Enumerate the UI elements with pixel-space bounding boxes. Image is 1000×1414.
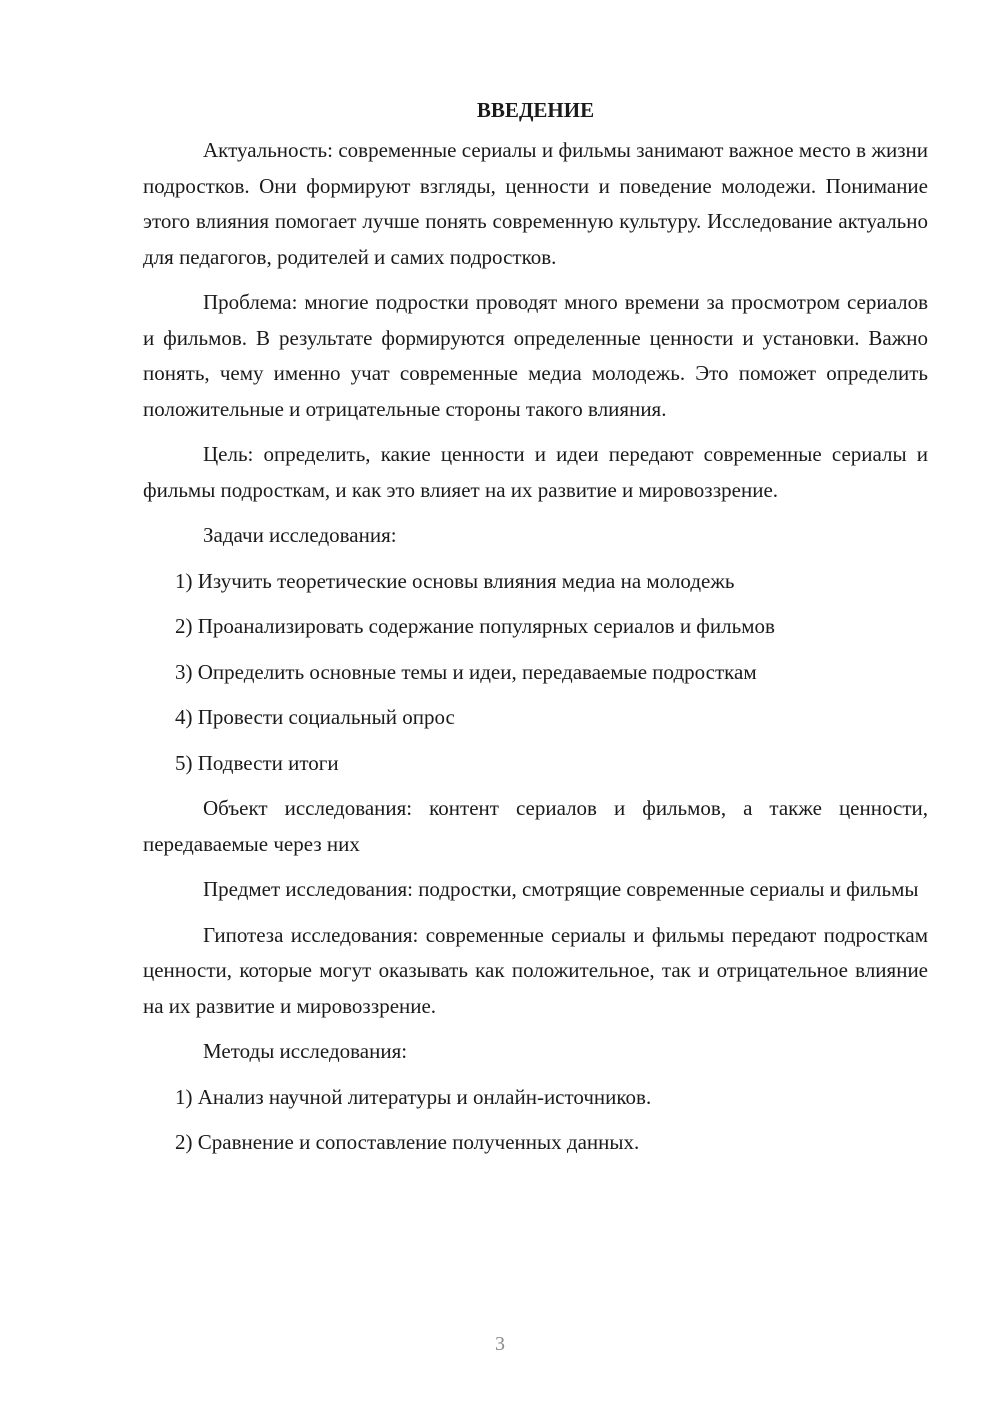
list-item: 3) Определить основные темы и идеи, передаваемые подросткам	[175, 659, 757, 684]
list-item: 1) Изучить теоретические основы влияния медиа на молодежь	[175, 568, 735, 593]
page-number: 3	[495, 1333, 505, 1355]
list-item: 4) Провести социальный опрос	[175, 705, 455, 729]
document-page	[143, 93, 928, 1171]
subject-paragraph: Предмет исследования: подростки, смотрящие современные сериалы и фильмы	[203, 877, 919, 901]
relevance-paragraph: Актуальность: современные сериалы и фильмы занимают важное место в жизни подростков. Они формируют взгляды, ценности и поведение молодежи. Понимание этого влияния помогает лучше понять современную культуру. Исследование актуально для педагогов, родителей и самих подростков.	[143, 138, 928, 269]
hypothesis-paragraph: Гипотеза исследования: современные сериалы и фильмы передают подросткам ценности, которые могут оказывать как положительное, так и отрицательное влияние на их развитие и мировоззрение.	[143, 922, 928, 1018]
problem-paragraph: Проблема: многие подростки проводят много времени за просмотром сериалов и фильмов. В результате формируются определенные ценности и установки. Важно понять, чему именно учат современные медиа молодежь. Это поможет определить положительные и отрицательные стороны такого влияния.	[143, 290, 928, 421]
section-title: ВВЕДЕНИЕ	[476, 98, 595, 122]
list-item: 5) Подвести итоги	[175, 750, 339, 775]
tasks-list	[143, 564, 928, 782]
methods-heading: Методы исследования:	[203, 1039, 408, 1063]
tasks-heading: Задачи исследования:	[203, 523, 397, 547]
list-item: 2) Сравнение и сопоставление полученных данных.	[175, 1130, 640, 1154]
methods-list	[143, 1080, 928, 1161]
list-item: 2) Проанализировать содержание популярных сериалов и фильмов	[175, 614, 775, 638]
list-item: 1) Анализ научной литературы и онлайн-источников.	[175, 1084, 652, 1109]
object-paragraph: Объект исследования: контент сериалов и фильмов, а также ценности, передаваемые через них	[143, 796, 928, 856]
goal-paragraph: Цель: определить, какие ценности и идеи передают современные сериалы и фильмы подросткам, и как это влияет на их развитие и мировоззрение.	[143, 442, 928, 502]
